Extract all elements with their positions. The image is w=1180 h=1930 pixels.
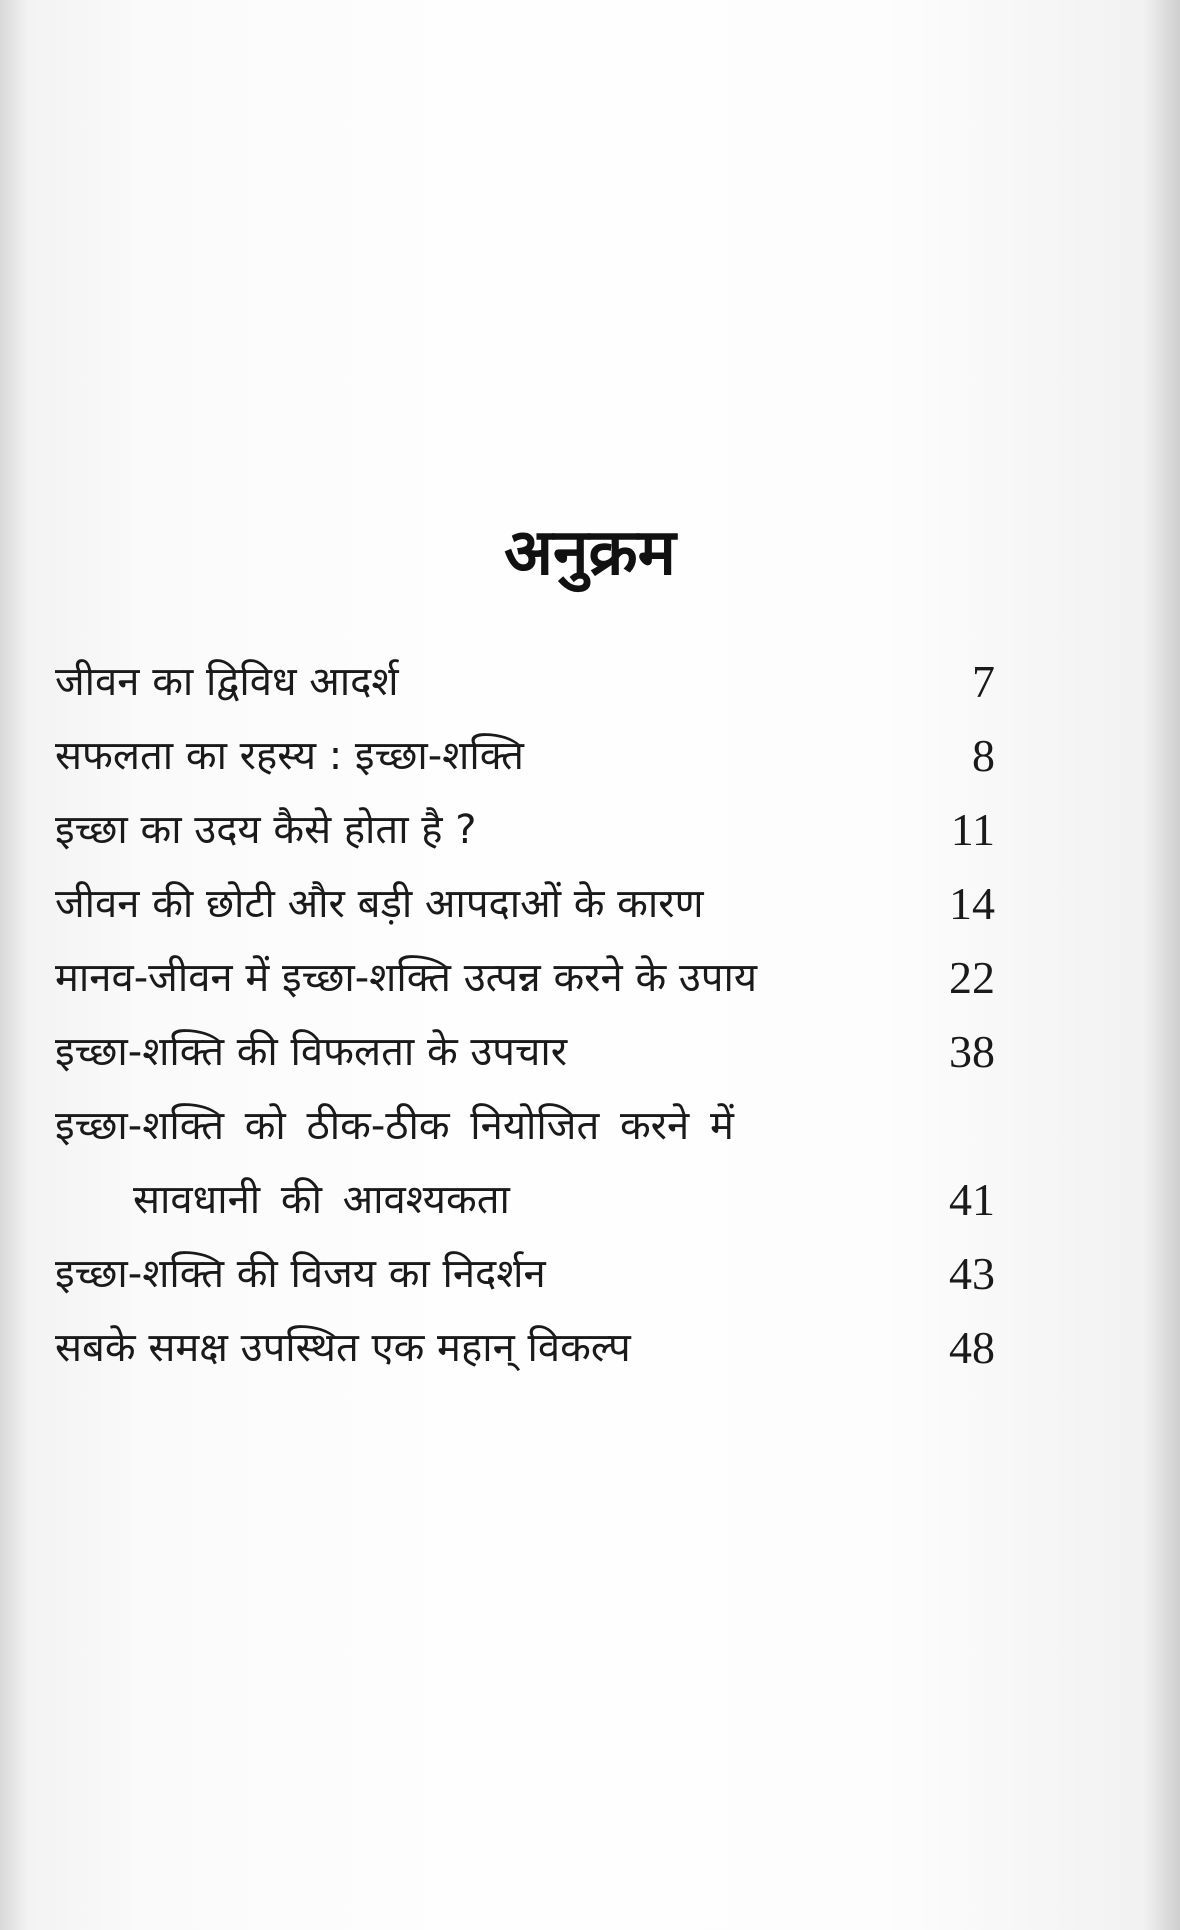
toc-entry-title: इच्छा-शक्ति की विजय का निदर्शन bbox=[55, 1251, 546, 1297]
toc-entry-page: 14 bbox=[949, 878, 995, 929]
toc-entry-page: 48 bbox=[949, 1322, 995, 1373]
toc-entry-title bbox=[55, 1089, 845, 1237]
toc-entry bbox=[55, 1311, 995, 1385]
toc-entry-title: इच्छा-शक्ति की विफलता के उपचार bbox=[55, 1029, 568, 1075]
toc-entry-title: सफलता का रहस्य : इच्छा-शक्ति bbox=[55, 733, 524, 779]
toc-entry bbox=[55, 1015, 995, 1089]
toc-entry bbox=[55, 941, 995, 1015]
toc-entry bbox=[55, 793, 995, 867]
page-title: अनुक्रम bbox=[504, 516, 676, 590]
toc-entry-page: 41 bbox=[949, 1174, 995, 1225]
toc-entry-title: सबके समक्ष उपस्थित एक महान् विकल्प bbox=[55, 1325, 631, 1371]
toc-entry-page: 7 bbox=[972, 656, 995, 707]
toc-entry-page: 8 bbox=[972, 730, 995, 781]
toc-entry-title-line1: इच्छा-शक्ति को ठीक-ठीक नियोजित करने में bbox=[55, 1103, 734, 1149]
toc-entry-page: 38 bbox=[949, 1026, 995, 1077]
page-right-shadow bbox=[1144, 0, 1180, 1930]
page-left-shadow bbox=[0, 0, 28, 1930]
toc-entry-title: मानव-जीवन में इच्छा-शक्ति उत्पन्न करने के उपाय bbox=[55, 955, 758, 1001]
toc-entry bbox=[55, 645, 995, 719]
toc-entry bbox=[55, 1237, 995, 1311]
toc-entry-title-line2: सावधानी की आवश्यकता bbox=[133, 1177, 510, 1223]
toc-entry bbox=[55, 719, 995, 793]
table-of-contents bbox=[55, 645, 995, 1385]
toc-entry-title: जीवन का द्विविध आदर्श bbox=[55, 659, 399, 705]
toc-entry-title: इच्छा का उदय कैसे होता है ? bbox=[55, 807, 477, 853]
toc-entry bbox=[55, 1089, 995, 1237]
toc-entry-page: 11 bbox=[950, 804, 995, 855]
toc-entry-page: 22 bbox=[949, 952, 995, 1003]
toc-entry bbox=[55, 867, 995, 941]
toc-entry-title: जीवन की छोटी और बड़ी आपदाओं के कारण bbox=[55, 881, 704, 927]
toc-entry-page: 43 bbox=[949, 1248, 995, 1299]
